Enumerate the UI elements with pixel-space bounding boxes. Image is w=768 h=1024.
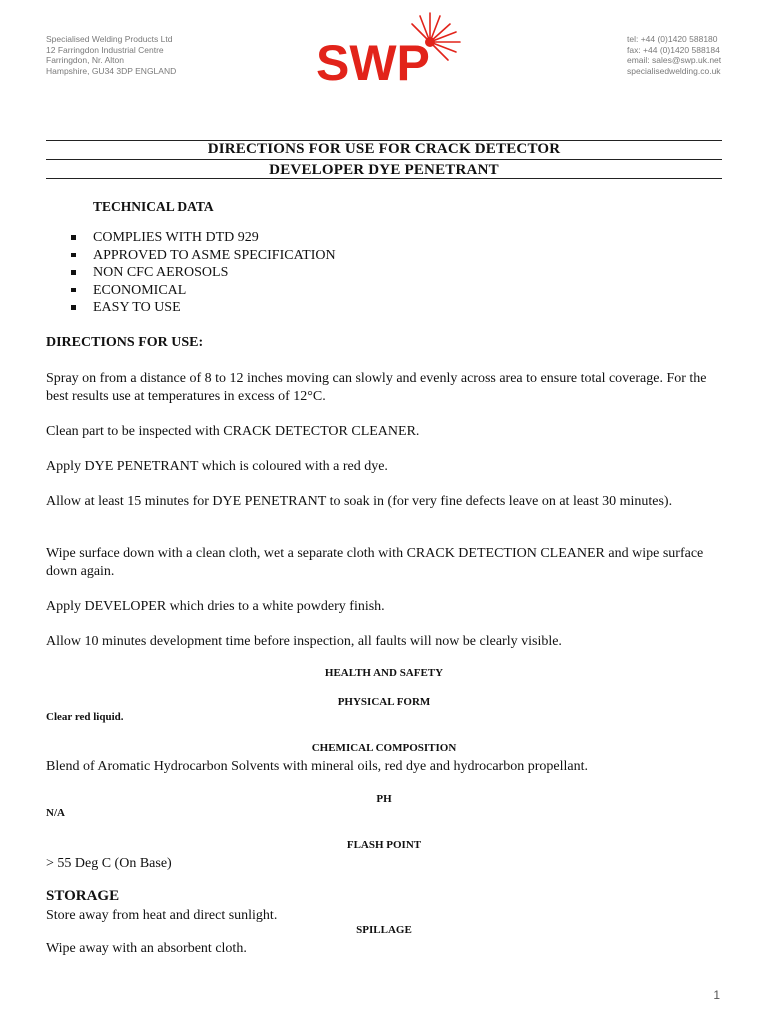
storage-heading: STORAGE xyxy=(46,888,120,904)
list-item xyxy=(70,299,336,317)
direction-paragraph-inspection: Allow 10 minutes development time before inspection, all faults will now be clearly visible. xyxy=(46,634,562,649)
list-item xyxy=(70,229,336,247)
health-safety-heading: HEALTH AND SAFETY xyxy=(324,667,444,679)
ph-heading: PH xyxy=(376,793,392,805)
logo-text: SWP xyxy=(316,35,430,86)
direction-paragraph-soak: Allow at least 15 minutes for DYE PENETRANT to soak in (for very fine defects leave on at least 30 minutes). xyxy=(46,494,673,509)
direction-paragraph-apply-dye: Apply DYE PENETRANT which is coloured with a red dye. xyxy=(46,459,388,474)
bullet-icon xyxy=(71,288,76,293)
bullet-icon xyxy=(71,253,76,258)
list-item-text: APPROVED TO ASME SPECIFICATION xyxy=(93,247,336,263)
chemical-composition-value: Blend of Aromatic Hydrocarbon Solvents with mineral oils, red dye and hydrocarbon propellant. xyxy=(46,759,588,774)
title-rule-bottom xyxy=(46,178,722,179)
address-line-1: 12 Farringdon Industrial Centre xyxy=(46,44,164,55)
list-item-text: COMPLIES WITH DTD 929 xyxy=(93,230,259,245)
address-line-2: Farringdon, Nr. Alton xyxy=(46,55,124,65)
company-name: Specialised Welding Products Ltd xyxy=(46,34,173,44)
chemical-composition-heading: CHEMICAL COMPOSITION xyxy=(311,742,457,754)
bullet-icon xyxy=(71,270,76,275)
physical-form-value: Clear red liquid. xyxy=(46,711,124,723)
contact-email: email: sales@swp.uk.net xyxy=(627,55,722,65)
ph-value: N/A xyxy=(46,807,65,819)
bullet-icon xyxy=(71,235,76,240)
contact-website: specialisedwelding.co.uk xyxy=(627,65,721,76)
contact-fax: fax: +44 (0)1420 588184 xyxy=(627,44,720,55)
spillage-heading: SPILLAGE xyxy=(356,924,412,936)
technical-data-heading: TECHNICAL DATA xyxy=(93,199,214,214)
document-title-line2: DEVELOPER DYE PENETRANT xyxy=(269,162,499,178)
spillage-value: Wipe away with an absorbent cloth. xyxy=(46,941,247,956)
list-item-text: ECONOMICAL xyxy=(93,282,187,298)
address-line-3: Hampshire, GU34 3DP ENGLAND xyxy=(46,65,177,76)
technical-data-list xyxy=(70,229,336,317)
direction-paragraph-developer: Apply DEVELOPER which dries to a white powdery finish. xyxy=(46,599,385,614)
document-title-line1: DIRECTIONS FOR USE FOR CRACK DETECTOR xyxy=(207,141,561,157)
swp-logo xyxy=(312,10,472,86)
flash-point-heading: FLASH POINT xyxy=(346,839,422,851)
direction-paragraph-clean: Clean part to be inspected with CRACK DETECTOR CLEANER. xyxy=(46,424,420,439)
company-contact xyxy=(627,34,721,76)
company-address xyxy=(46,34,176,76)
directions-heading: DIRECTIONS FOR USE: xyxy=(46,335,204,350)
list-item xyxy=(70,247,336,265)
list-item-text: EASY TO USE xyxy=(93,300,181,316)
storage-value: Store away from heat and direct sunlight. xyxy=(46,908,278,923)
flash-point-value: > 55 Deg C (On Base) xyxy=(46,856,172,871)
list-item xyxy=(70,282,336,300)
list-item xyxy=(70,264,336,282)
list-item-text: NON CFC AEROSOLS xyxy=(93,265,229,281)
direction-paragraph-spray: Spray on from a distance of 8 to 12 inches moving can slowly and evenly across area to ensure total coverage. For the best results use at temperatures in excess of 12°C. xyxy=(46,371,707,404)
direction-paragraph-wipe: Wipe surface down with a clean cloth, wet a separate cloth with CRACK DETECTION CLEANER and wipe surface down again. xyxy=(46,546,704,579)
bullet-icon xyxy=(71,305,76,310)
contact-tel: tel: +44 (0)1420 588180 xyxy=(627,34,718,44)
physical-form-heading: PHYSICAL FORM xyxy=(337,696,431,708)
title-rule-middle xyxy=(46,159,722,160)
page-number: 1 xyxy=(713,988,720,1002)
